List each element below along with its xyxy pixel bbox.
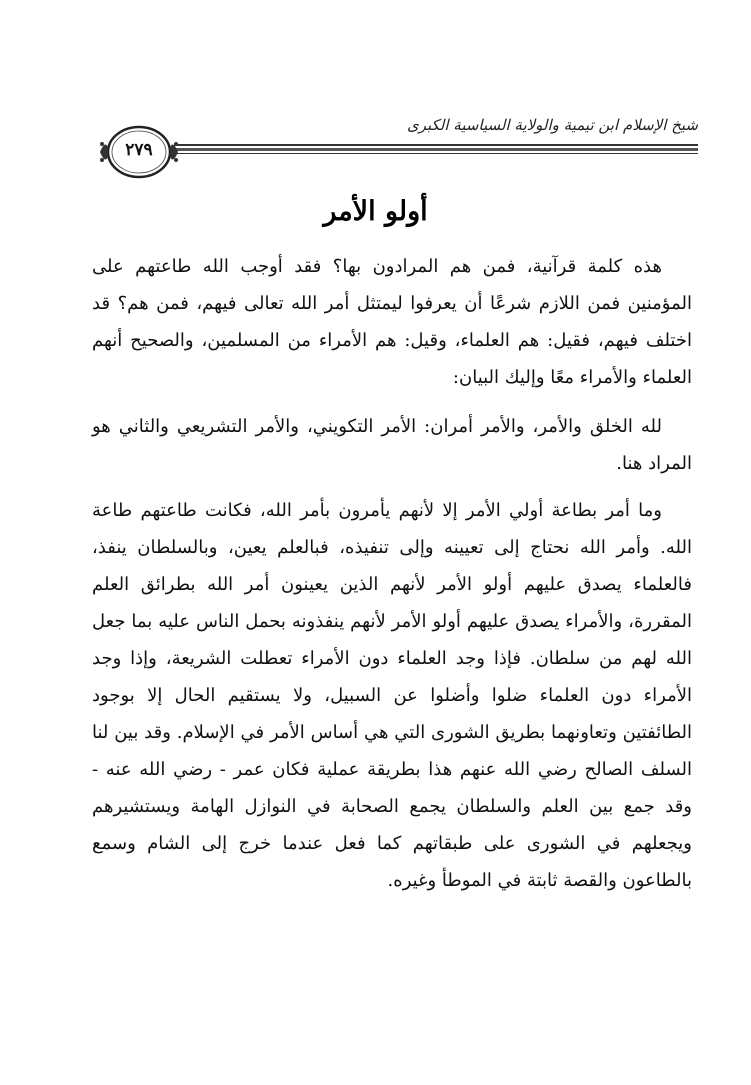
section-title: أولو الأمر [323,196,428,227]
page-number: ٢٧٩ [125,140,153,160]
paragraph: هذه كلمة قرآنية، فمن هم المرادون بها؟ فقد أوجب الله طاعتهم على المؤمنين فمن اللازم شرعًا أن يعرفوا ليمتثل أمر الله تعالى فيهم، فمن هم؟ قد اختلف فيهم، فقيل: هم العلماء، وقيل: هم الأمراء من المسلمين، والصحيح أنهم العلماء والأمراء معًا وإليك البيان: [92,256,692,388]
page-header [96,112,698,192]
body-text [92,248,692,911]
running-title: شيخ الإسلام ابن تيمية والولاية السياسية الكبرى [406,116,698,134]
paragraph: وما أمر بطاعة أولي الأمر إلا لأنهم يأمرون بأمر الله، فكانت طاعتهم طاعة الله. وأمر الله نحتاج إلى تعيينه وإلى تنفيذه، فبالعلم يعين، وبالسلطان ينفذ، فالعلماء يصدق عليهم أولو الأمر لأنهم الذين يعينون أمر الله بطرائق العلم المقررة، والأمراء يصدق عليهم أولو الأمر لأنهم ينفذونه بحمل الناس عليه بما جعل الله لهم من سلطان. فإذا وجد العلماء دون الأمراء تعطلت الشريعة، وإذا وجد الأمراء دون العلماء ضلوا وأضلوا عن السبيل، ولا يستقيم الحال إلا بوجود الطائفتين وتعاونهما بطريق الشورى التي هي أساس الأمر في الإسلام. وقد بين لنا السلف الصالح رضي الله عنهم هذا بطريقة عملية فكان عمر - رضي الله عنه - وقد جمع بين العلم والسلطان يجمع الصحابة في النوازل الهامة ويستشيرهم ويجعلهم في الشورى على طبقاتهم كما فعل عندما خرج إلى الشام وسمع بالطاعون والقصة ثابتة في الموطأ وغيره. [92,500,692,891]
paragraph: لله الخلق والأمر، والأمر أمران: الأمر التكويني، والأمر التشريعي والثاني هو المراد هنا. [92,416,692,474]
page-number-badge [96,124,182,180]
header-rule [174,144,698,154]
